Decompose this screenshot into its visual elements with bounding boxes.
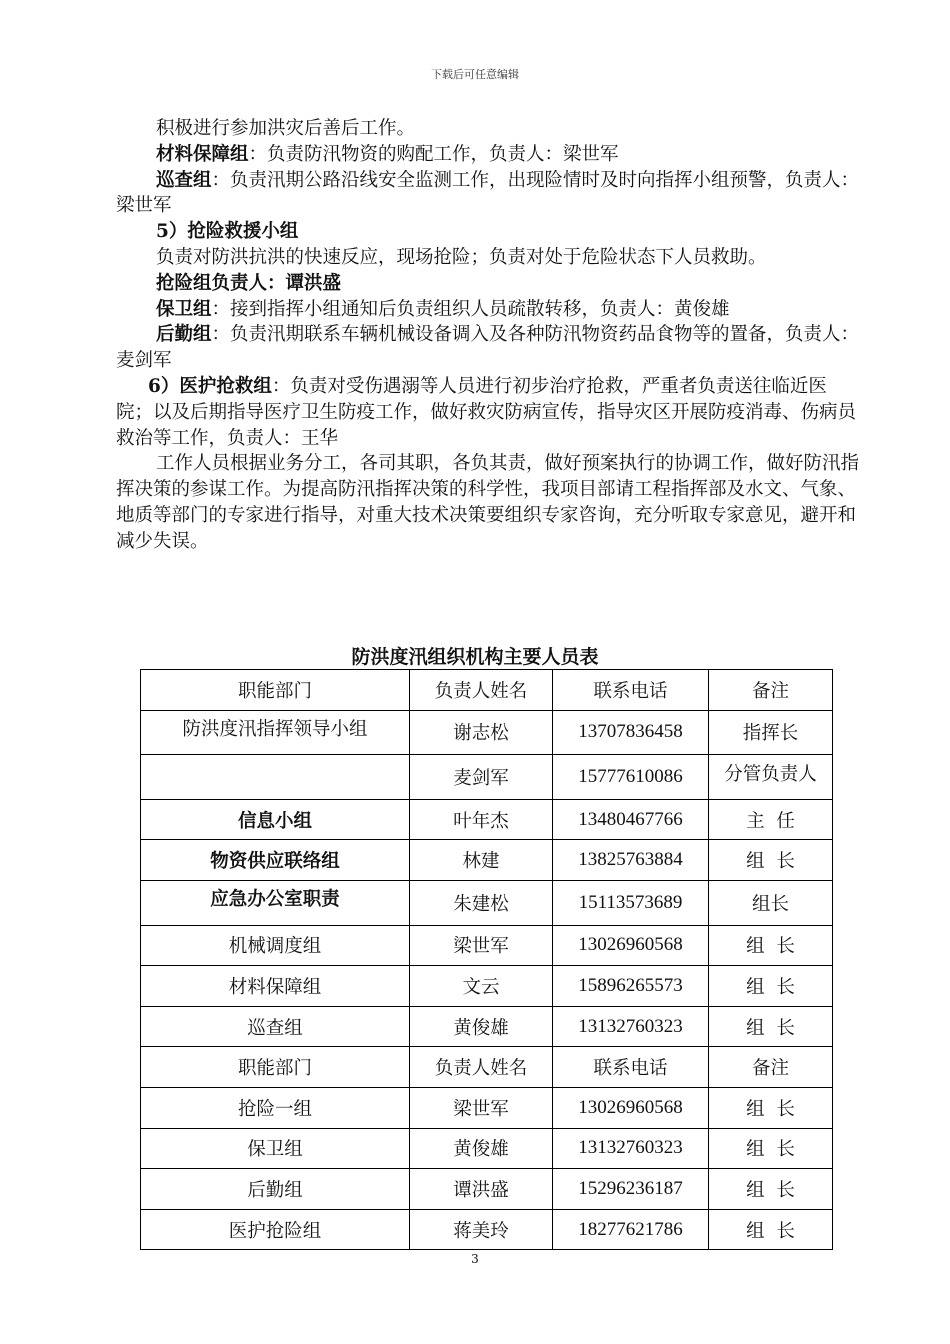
security-group-label: 保卫组 — [156, 298, 212, 320]
logistics-group-label: 后勤组 — [156, 324, 212, 346]
phone-cell: 13480467766 — [553, 799, 709, 840]
table-row — [141, 1169, 833, 1210]
rescue-leader-text: 抢险组负责人：谭洪盛 — [156, 272, 342, 294]
dept-cell: 材料保障组 — [141, 966, 410, 1007]
table-row — [141, 1128, 833, 1169]
table-row — [141, 710, 833, 755]
phone-cell: 15896265573 — [553, 966, 709, 1007]
remark-cell: 组 长 — [709, 1169, 833, 1210]
name-cell: 叶年杰 — [410, 799, 553, 840]
dept-cell: 医护抢险组 — [141, 1209, 410, 1250]
remark-cell — [709, 755, 833, 800]
page-header-note: 下载后可任意编辑 — [431, 68, 519, 81]
table-header-row — [141, 670, 833, 711]
paragraph-aftermath: 积极进行参加洪灾后善后工作。 — [156, 118, 416, 139]
table-row — [141, 1006, 833, 1047]
table-title: 防洪度汛组织机构主要人员表 — [351, 646, 599, 668]
dept-cell: 应急办公室职责 — [141, 880, 410, 925]
dept-cell: 机械调度组 — [141, 925, 410, 966]
name-cell: 林建 — [410, 840, 553, 881]
remark-cell: 组 长 — [709, 925, 833, 966]
phone-cell: 联系电话 — [553, 1047, 709, 1088]
table-row — [141, 1087, 833, 1128]
paragraph-patrol-group — [116, 168, 861, 220]
phone-cell: 13132760323 — [553, 1128, 709, 1169]
name-cell: 蒋美玲 — [410, 1209, 553, 1250]
dept-cell: 信息小组 — [141, 799, 410, 840]
phone-cell: 13026960568 — [553, 925, 709, 966]
remark-cell: 指挥长 — [709, 710, 833, 755]
name-cell: 黄俊雄 — [410, 1128, 553, 1169]
paragraph-staff-duties: 工作人员根据业务分工，各司其职，各负其责，做好预案执行的协调工作，做好防汛指挥决策的参谋工作。为提高防汛指挥决策的科学性，我项目部请工程指挥部及水文、气象、地质等部门的专家进行指导，对重大技术决策要组织专家咨询，充分听取专家意见，避开和减少失误。 — [116, 453, 860, 552]
table-row — [141, 880, 833, 925]
remark-cell: 组 长 — [709, 966, 833, 1007]
name-cell: 谢志松 — [410, 710, 553, 755]
paragraph-security-group — [116, 297, 861, 323]
phone-cell: 13026960568 — [553, 1087, 709, 1128]
name-cell: 麦剑军 — [410, 755, 553, 800]
body-text — [116, 116, 861, 555]
header-cell-remark: 备注 — [709, 670, 833, 711]
security-group-text: ：接到指挥小组通知后负责组织人员疏散转移，负责人：黄俊雄 — [211, 298, 730, 320]
staff-table — [140, 669, 833, 1250]
header-cell-department: 职能部门 — [141, 670, 410, 711]
remark-cell-text: 分管负责人 — [724, 764, 817, 786]
dept-cell: 职能部门 — [141, 1047, 410, 1088]
remark-cell: 备注 — [709, 1047, 833, 1088]
dept-cell: 巡查组 — [141, 1006, 410, 1047]
name-cell: 文云 — [410, 966, 553, 1007]
table-row — [141, 966, 833, 1007]
dept-cell: 物资供应联络组 — [141, 840, 410, 881]
phone-cell: 15296236187 — [553, 1169, 709, 1210]
medical-group-text: ：负责对受伤遇溺等人员进行初步治疗抢救，严重者负责送往临近医院；以及后期指导医疗卫生防疫工作，做好救灾防病宣传，指导灾区开展防疫消毒、伤病员救治等工作，负责人：王华 — [116, 375, 857, 449]
dept-cell: 保卫组 — [141, 1128, 410, 1169]
phone-cell: 13825763884 — [553, 840, 709, 881]
table-row — [141, 925, 833, 966]
remark-cell: 组 长 — [709, 1006, 833, 1047]
rescue-team-heading-text: 5）抢险救援小组 — [156, 221, 299, 243]
remark-cell: 主 任 — [709, 799, 833, 840]
phone-cell: 15113573689 — [553, 880, 709, 925]
name-cell: 梁世军 — [410, 925, 553, 966]
dept-cell — [141, 755, 410, 800]
phone-cell: 13707836458 — [553, 710, 709, 755]
paragraph-medical-group — [116, 374, 861, 451]
materials-group-text: ：负责防汛物资的购配工作，负责人：梁世军 — [248, 143, 619, 165]
phone-cell: 15777610086 — [553, 755, 709, 800]
materials-group-label: 材料保障组 — [156, 143, 249, 165]
paragraph-rescue-duties: 负责对防洪抗洪的快速反应，现场抢险；负责对处于危险状态下人员救助。 — [156, 246, 767, 268]
medical-group-label: 6）医护抢救组 — [148, 375, 272, 397]
name-cell: 梁世军 — [410, 1087, 553, 1128]
remark-cell: 组 长 — [709, 840, 833, 881]
dept-cell: 抢险一组 — [141, 1087, 410, 1128]
paragraph-materials-group — [116, 142, 861, 168]
patrol-group-label: 巡查组 — [156, 169, 212, 191]
page-number: 3 — [471, 1252, 479, 1266]
header-cell-name: 负责人姓名 — [410, 670, 553, 711]
name-cell: 黄俊雄 — [410, 1006, 553, 1047]
remark-cell: 组 长 — [709, 1128, 833, 1169]
paragraph-rescue-leader — [116, 271, 861, 297]
name-cell: 谭洪盛 — [410, 1169, 553, 1210]
table-header-row-repeat — [141, 1047, 833, 1088]
remark-cell: 组 长 — [709, 1209, 833, 1250]
dept-cell: 后勤组 — [141, 1169, 410, 1210]
patrol-group-text: ：负责汛期公路沿线安全监测工作，出现险情时及时向指挥小组预警，负责人：梁世军 — [116, 169, 860, 217]
name-cell: 负责人姓名 — [410, 1047, 553, 1088]
table-row — [141, 840, 833, 881]
phone-cell: 18277621786 — [553, 1209, 709, 1250]
header-cell-phone: 联系电话 — [553, 670, 709, 711]
table-row — [141, 755, 833, 800]
dept-cell: 防洪度汛指挥领导小组 — [141, 710, 410, 755]
table-row — [141, 1209, 833, 1250]
remark-cell: 组 长 — [709, 1087, 833, 1128]
remark-cell: 组长 — [709, 880, 833, 925]
name-cell: 朱建松 — [410, 880, 553, 925]
phone-cell: 13132760323 — [553, 1006, 709, 1047]
logistics-group-text: ：负责汛期联系车辆机械设备调入及各种防汛物资药品食物等的置备，负责人：麦剑军 — [116, 324, 860, 372]
paragraph-logistics-group — [116, 322, 861, 374]
heading-rescue-team — [116, 219, 861, 245]
table-row — [141, 799, 833, 840]
